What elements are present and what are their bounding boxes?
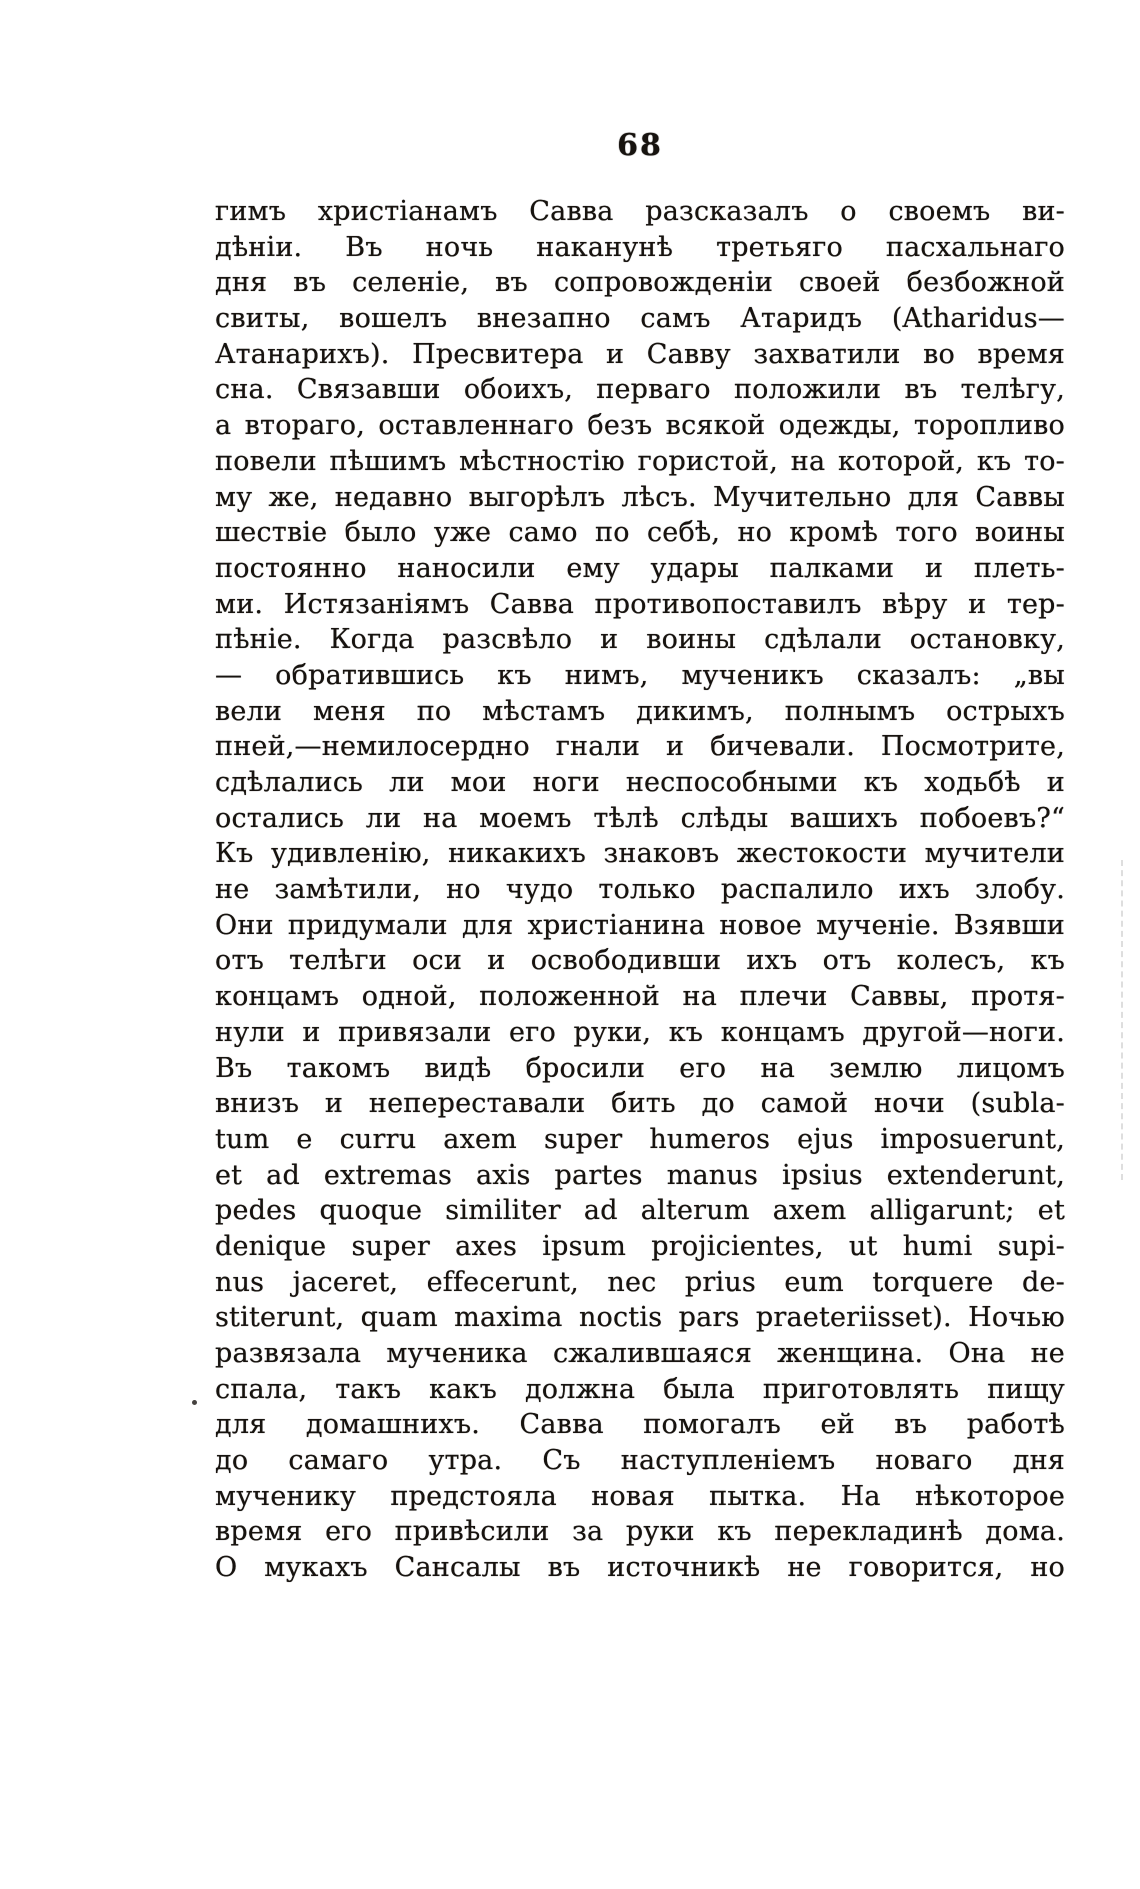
text-line: denique super axes ipsum projicientes, ut humi supi- — [215, 1230, 1065, 1262]
text-line: нули и привязали его руки, къ концамъ другой—ноги. — [215, 1016, 1065, 1048]
text-line: свиты, вошелъ внезапно самъ Атаридъ (Atharidus— — [215, 303, 1065, 335]
text-line: отъ телѣги оси и освободивши ихъ отъ колесъ, къ — [215, 945, 1065, 977]
text-line: не замѣтили, но чудо только распалило ихъ злобу. — [215, 874, 1065, 906]
text-line: сдѣлались ли мои ноги неспособными къ ходьбѣ и — [215, 767, 1065, 798]
text-line: постоянно наносили ему удары палками и плеть- — [215, 552, 1065, 584]
scan-edge-artifact — [1121, 860, 1123, 1180]
text-line: спала, такъ какъ должна была приготовлять пищу — [215, 1373, 1065, 1405]
text-line: pedes quoque similiter ad alterum axem alligarunt; et — [215, 1195, 1065, 1227]
text-line: дѣніи. Въ ночь наканунѣ третьяго пасхальнаго — [215, 231, 1065, 263]
text-line: для домашнихъ. Савва помогалъ ей въ работѣ — [215, 1409, 1065, 1441]
text-line: время его привѣсили за руки къ перекладинѣ дома. — [215, 1516, 1065, 1548]
text-line: ми. Истязаніямъ Савва противопоставилъ вѣру и тер- — [215, 588, 1065, 620]
text-line: гимъ христіанамъ Савва разсказалъ о своемъ ви- — [215, 196, 1065, 227]
text-line: развязала мученика сжалившаяся женщина. Она не — [215, 1338, 1065, 1369]
text-line: мученику предстояла новая пытка. На нѣкоторое — [215, 1480, 1065, 1512]
text-line: му же, недавно выгорѣлъ лѣсъ. Мучительно для Саввы — [215, 481, 1065, 513]
text-line: Они придумали для христіанина новое мученіе. Взявши — [215, 909, 1065, 941]
text-line: — обратившись къ нимъ, мученикъ сказалъ: „вы — [215, 659, 1065, 691]
text-line: повели пѣшимъ мѣстностію гористой, на которой, къ то- — [215, 445, 1065, 477]
text-line: stiterunt, quam maxima noctis pars praeteriisset). Ночью — [215, 1302, 1065, 1334]
ink-speck — [192, 1400, 197, 1405]
page-number: 68 — [617, 128, 663, 163]
text-line: шествіе было уже само по себѣ, но кромѣ того воины — [215, 517, 1065, 549]
text-line: остались ли на моемъ тѣлѣ слѣды вашихъ побоевъ?“ — [215, 802, 1065, 834]
text-line: tum e curru axem super humeros ejus imposuerunt, — [215, 1123, 1065, 1155]
text-line: et ad extremas axis partes manus ipsius extenderunt, — [215, 1159, 1065, 1191]
body-text — [215, 194, 1065, 1586]
text-line: а втораго, оставленнаго безъ всякой одежды, торопливо — [215, 410, 1065, 442]
text-line: сна. Связавши обоихъ, перваго положили въ телѣгу, — [215, 374, 1065, 406]
text-line: вели меня по мѣстамъ дикимъ, полнымъ острыхъ — [215, 695, 1065, 727]
text-line: концамъ одной, положенной на плечи Саввы, протя- — [215, 981, 1065, 1013]
text-line: nus jaceret, effecerunt, nec prius eum torquere de- — [215, 1266, 1065, 1298]
text-line: Атанарихъ). Пресвитера и Савву захватили во время — [215, 338, 1065, 370]
text-line: пѣніе. Когда разсвѣло и воины сдѣлали остановку, — [215, 624, 1065, 656]
text-line: Къ удивленію, никакихъ знаковъ жестокости мучители — [215, 838, 1065, 870]
text-line: пней,—немилосердно гнали и бичевали. Посмотрите, — [215, 731, 1065, 763]
text-line: дня въ селеніе, въ сопровожденіи своей безбожной — [215, 267, 1065, 299]
text-line: до самаго утра. Съ наступленіемъ новаго дня — [215, 1445, 1065, 1477]
text-line: внизъ и непереставали бить до самой ночи (subla- — [215, 1088, 1065, 1120]
text-line: Въ такомъ видѣ бросили его на землю лицомъ — [215, 1052, 1065, 1084]
text-line: О мукахъ Сансалы въ источникѣ не говорится, но — [215, 1552, 1065, 1584]
